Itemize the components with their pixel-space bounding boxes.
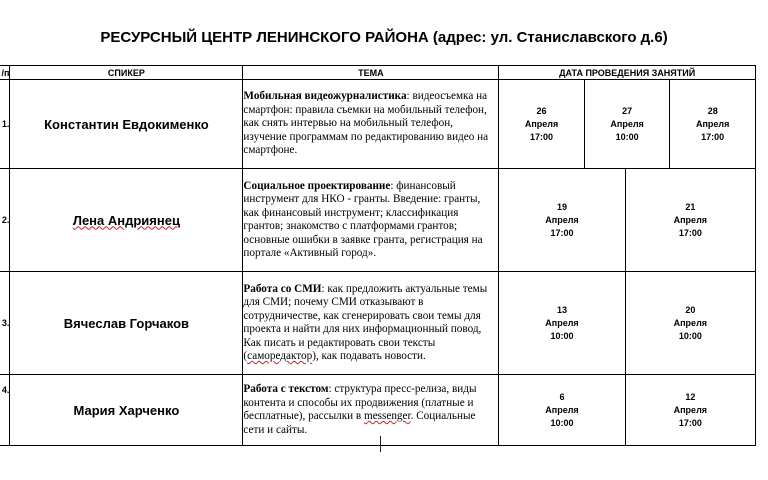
date-day: 19 — [556, 201, 567, 212]
topic-text-end: . Социальные сети и сайты. — [243, 410, 476, 436]
date-cell — [499, 375, 625, 446]
date-month: Апреля — [545, 404, 579, 415]
speaker-name: Мария Харченко — [10, 375, 243, 446]
date-cell — [499, 80, 585, 169]
row-number: 3. — [0, 272, 10, 375]
table-row — [0, 375, 756, 446]
row-number: 4. — [0, 375, 10, 446]
date-month: Апреля — [545, 317, 579, 328]
date-day: 26 — [536, 105, 547, 116]
text-cursor — [380, 436, 381, 452]
date-month: Апреля — [673, 404, 708, 415]
topic-text-end: ), как подавать новости. — [312, 350, 426, 362]
topic-cell — [243, 169, 499, 272]
date-day: 28 — [707, 105, 718, 116]
topic-text: : финансовый инструмент для НКО - гранты. Введение: гранты, как финансовый инструмент; классификация грантов; знакомство с платформами грантов; основные ошибки в заявке гранта, регистрация на портале «Активный город». — [243, 179, 483, 259]
date-time: 10:00 — [550, 417, 574, 428]
date-month: Апреля — [610, 118, 644, 129]
date-month: Апреля — [673, 214, 708, 225]
date-cell — [625, 375, 755, 446]
header-topic: ТЕМА — [243, 66, 499, 80]
date-time: 17:00 — [701, 131, 725, 142]
topic-squiggle-word: messenger — [364, 410, 411, 422]
date-day: 20 — [685, 304, 696, 315]
date-month: Апреля — [695, 118, 730, 129]
speaker-name: Вячеслав Горчаков — [10, 272, 243, 375]
date-cell — [499, 272, 625, 375]
topic-title: Работа со СМИ — [243, 282, 322, 295]
date-day: 27 — [622, 105, 633, 116]
table-row — [0, 272, 756, 375]
date-time: 10:00 — [615, 131, 639, 142]
date-day: 21 — [685, 201, 696, 212]
date-month: Апреля — [673, 317, 708, 328]
date-cell — [584, 80, 670, 169]
date-time: 17:00 — [678, 417, 702, 428]
date-time: 17:00 — [550, 227, 574, 238]
header-num: /п — [0, 66, 10, 80]
table-row — [0, 80, 756, 169]
date-time: 10:00 — [678, 330, 702, 341]
topic-squiggle-word: самоpедактор — [247, 350, 313, 362]
topic-cell — [243, 80, 499, 169]
speaker-name-text: Лена Андриянец — [72, 212, 180, 228]
header-dates: ДАТА ПРОВЕДЕНИЯ ЗАНЯТИЙ — [499, 66, 756, 80]
topic-cell — [243, 272, 499, 375]
date-time: 10:00 — [550, 330, 574, 341]
date-time: 17:00 — [530, 131, 554, 142]
date-cell — [625, 169, 755, 272]
header-speaker: СПИКЕР — [10, 66, 243, 80]
speaker-name: Константин Евдокименко — [10, 80, 243, 169]
date-day: 12 — [685, 391, 696, 402]
date-month: Апреля — [524, 118, 559, 129]
row-number: 2. — [0, 169, 10, 272]
schedule-table — [0, 65, 756, 446]
topic-text: : структура пресс-релиза, виды контента и способы их продвижения (платные и бесплатные), рассылки в — [243, 383, 477, 422]
row-number: 1. — [0, 80, 10, 169]
topic-title: Работа с текстом — [243, 383, 329, 395]
date-cell — [670, 80, 756, 169]
date-month: Апреля — [545, 214, 579, 225]
date-cell — [499, 169, 625, 272]
speaker-name — [10, 169, 243, 272]
topic-title: Мобильная видеожурналистика — [243, 90, 407, 103]
table-row — [0, 169, 756, 272]
header-row — [0, 66, 756, 80]
date-day: 6 — [559, 391, 565, 402]
date-cell — [625, 272, 755, 375]
topic-text: : как предложить актуальные темы для СМИ; почему СМИ отказывают в сотрудничестве, как сгенерировать свои темы для проекта и найти для них информационный повод, Как писать и редактировать свои тексты ( — [243, 282, 488, 362]
date-time: 17:00 — [678, 227, 702, 238]
document-title: РЕСУРСНЫЙ ЦЕНТР ЛЕНИНСКОГО РАЙОНА (адрес: ул. Станиславского д.6) — [100, 29, 668, 46]
date-day: 13 — [556, 304, 567, 315]
topic-cell — [243, 375, 499, 446]
topic-text: : видеосъемка на смартфон: правила съемки на мобильный телефон, как снять интервью на мобильный телефон, изучение программам по редактированию видео на смартфоне. — [243, 90, 489, 157]
topic-title: Социальное проектирование — [243, 179, 391, 192]
